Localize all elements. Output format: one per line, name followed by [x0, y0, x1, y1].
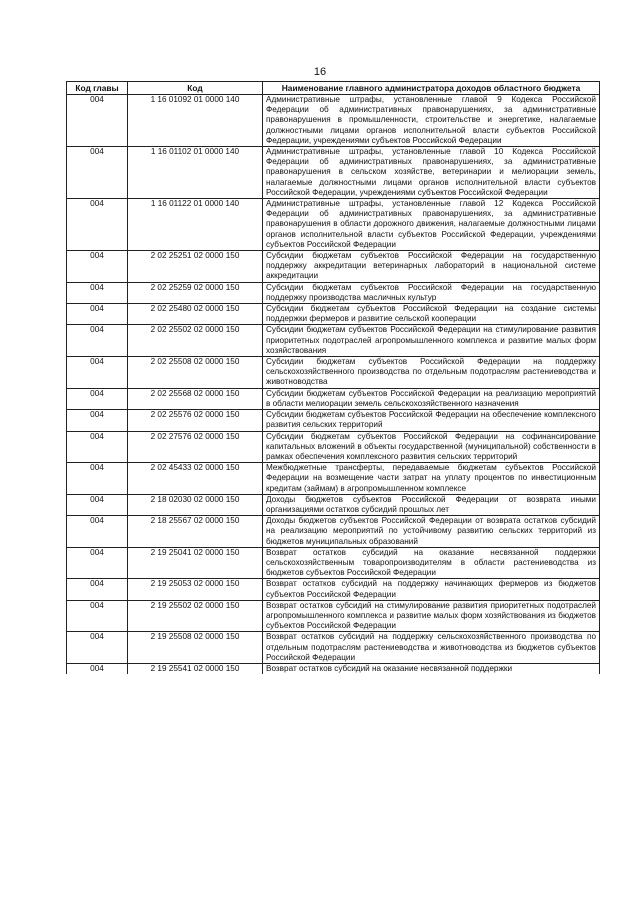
revenue-code-cell: 2 02 25576 02 0000 150	[128, 410, 263, 431]
chapter-code-cell: 004	[67, 304, 128, 325]
header-chapter-code: Код главы	[67, 82, 128, 95]
header-administrator-name: Наименование главного администратора доходов областного бюджета	[263, 82, 600, 95]
revenue-code-cell: 2 02 25251 02 0000 150	[128, 251, 263, 283]
table-row	[67, 199, 600, 251]
revenue-description-cell: Доходы бюджетов субъектов Российской Федерации от возврата иными организациями остатков субсидий прошлых лет	[263, 494, 600, 515]
chapter-code-cell: 004	[67, 357, 128, 389]
revenue-code-cell: 2 02 25502 02 0000 150	[128, 325, 263, 357]
revenue-code-cell: 1 16 01122 01 0000 140	[128, 199, 263, 251]
table-row	[67, 463, 600, 495]
table-row	[67, 95, 600, 147]
revenue-description-cell: Субсидии бюджетам субъектов Российской Федерации на софинансирование капитальных вложений в объекты государственной (муниципальной) собственности в рамках обеспечения комплексного развития сельских территорий	[263, 431, 600, 463]
chapter-code-cell: 004	[67, 579, 128, 600]
table-row	[67, 410, 600, 431]
revenue-administrators-table	[66, 81, 600, 674]
revenue-description-cell: Возврат остатков субсидий на поддержку сельскохозяйственного производства по отдельным подотраслям растениеводства и животноводства из бюджетов субъектов Российской Федерации	[263, 632, 600, 664]
revenue-code-cell: 2 02 25568 02 0000 150	[128, 388, 263, 409]
table-row	[67, 600, 600, 632]
revenue-description-cell: Субсидии бюджетам субъектов Российской Федерации на государственную поддержку производства масличных культур	[263, 282, 600, 303]
table-row	[67, 516, 600, 548]
table-row	[67, 357, 600, 389]
table-row	[67, 147, 600, 199]
chapter-code-cell: 004	[67, 282, 128, 303]
chapter-code-cell: 004	[67, 388, 128, 409]
revenue-code-cell: 2 18 25567 02 0000 150	[128, 516, 263, 548]
table-row	[67, 632, 600, 664]
revenue-description-cell: Субсидии бюджетам субъектов Российской Федерации на обеспечение комплексного развития сельских территорий	[263, 410, 600, 431]
revenue-description-cell: Возврат остатков субсидий на оказание несвязанной поддержки	[263, 663, 600, 674]
table-row	[67, 325, 600, 357]
table-row	[67, 431, 600, 463]
revenue-description-cell: Административные штрафы, установленные главой 10 Кодекса Российской Федерации об административных правонарушениях, за административные правонарушения в сельском хозяйстве, ветеринарии и мелиорации земель, налагаемые должностными лицами органов исполнительной власти субъектов Российской Федерации, учреждениями субъектов Российской Федерации	[263, 147, 600, 199]
revenue-description-cell: Субсидии бюджетам субъектов Российской Федерации на реализацию мероприятий в области мелиорации земель сельскохозяйственного назначения	[263, 388, 600, 409]
chapter-code-cell: 004	[67, 95, 128, 147]
chapter-code-cell: 004	[67, 516, 128, 548]
revenue-code-cell: 2 19 25541 02 0000 150	[128, 663, 263, 674]
revenue-description-cell: Административные штрафы, установленные главой 9 Кодекса Российской Федерации об административных правонарушениях, за административные правонарушения в промышленности, строительстве и энергетике, налагаемые должностными лицами органов исполнительной власти субъектов Российской Федерации, учреждениями субъектов Российской Федерации	[263, 95, 600, 147]
revenue-description-cell: Субсидии бюджетам субъектов Российской Федерации на поддержку сельскохозяйственного производства по отдельным подотраслям растениеводства и животноводства	[263, 357, 600, 389]
chapter-code-cell: 004	[67, 251, 128, 283]
revenue-code-cell: 2 19 25502 02 0000 150	[128, 600, 263, 632]
revenue-code-cell: 2 02 27576 02 0000 150	[128, 431, 263, 463]
chapter-code-cell: 004	[67, 431, 128, 463]
table-row	[67, 304, 600, 325]
revenue-description-cell: Субсидии бюджетам субъектов Российской Федерации на стимулирование развития приоритетных подотраслей агропромышленного комплекса и развитие малых форм хозяйствования	[263, 325, 600, 357]
chapter-code-cell: 004	[67, 325, 128, 357]
chapter-code-cell: 004	[67, 410, 128, 431]
chapter-code-cell: 004	[67, 147, 128, 199]
page-number: 16	[313, 66, 327, 78]
table-header-row	[67, 82, 600, 95]
revenue-code-cell: 2 19 25041 02 0000 150	[128, 547, 263, 579]
revenue-description-cell: Доходы бюджетов субъектов Российской Федерации от возврата остатков субсидий на реализацию мероприятий по устойчивому развитию сельских территорий из бюджетов муниципальных образований	[263, 516, 600, 548]
table-body	[67, 95, 600, 675]
revenue-code-cell: 2 19 25053 02 0000 150	[128, 579, 263, 600]
revenue-code-cell: 2 19 25508 02 0000 150	[128, 632, 263, 664]
chapter-code-cell: 004	[67, 494, 128, 515]
revenue-code-cell: 2 02 25480 02 0000 150	[128, 304, 263, 325]
table-row	[67, 282, 600, 303]
table-row	[67, 547, 600, 579]
revenue-description-cell: Субсидии бюджетам субъектов Российской Федерации на государственную поддержку аккредитации ветеринарных лабораторий в национальной системе аккредитации	[263, 251, 600, 283]
table-row	[67, 388, 600, 409]
revenue-code-cell: 2 02 45433 02 0000 150	[128, 463, 263, 495]
chapter-code-cell: 004	[67, 547, 128, 579]
table-row	[67, 251, 600, 283]
revenue-description-cell: Возврат остатков субсидий на оказание несвязанной поддержки сельскохозяйственным товаропроизводителям в области растениеводства из бюджетов субъектов Российской Федерации	[263, 547, 600, 579]
revenue-code-cell: 2 02 25508 02 0000 150	[128, 357, 263, 389]
revenue-code-cell: 2 18 02030 02 0000 150	[128, 494, 263, 515]
revenue-description-cell: Субсидии бюджетам субъектов Российской Федерации на создание системы поддержки фермеров и развитие сельской кооперации	[263, 304, 600, 325]
revenue-description-cell: Возврат остатков субсидий на поддержку начинающих фермеров из бюджетов субъектов Российской Федерации	[263, 579, 600, 600]
revenue-code-cell: 2 02 25259 02 0000 150	[128, 282, 263, 303]
header-code: Код	[128, 82, 263, 95]
chapter-code-cell: 004	[67, 632, 128, 664]
revenue-description-cell: Административные штрафы, установленные главой 12 Кодекса Российской Федерации об административных правонарушениях, за административные правонарушения в области дорожного движения, налагаемые должностными лицами органов исполнительной власти субъектов Российской Федерации, учреждениями субъектов Российской Федерации	[263, 199, 600, 251]
revenue-code-cell: 1 16 01092 01 0000 140	[128, 95, 263, 147]
chapter-code-cell: 004	[67, 663, 128, 674]
chapter-code-cell: 004	[67, 199, 128, 251]
chapter-code-cell: 004	[67, 463, 128, 495]
table-row	[67, 663, 600, 674]
chapter-code-cell: 004	[67, 600, 128, 632]
revenue-description-cell: Межбюджетные трансферты, передаваемые бюджетам субъектов Российской Федерации на возмещение части затрат на уплату процентов по инвестиционным кредитам (займам) в агропромышленном комплексе	[263, 463, 600, 495]
revenue-description-cell: Возврат остатков субсидий на стимулирование развития приоритетных подотраслей агропромышленного комплекса и развитие малых форм хозяйствования из бюджетов субъектов Российской Федерации	[263, 600, 600, 632]
revenue-code-cell: 1 16 01102 01 0000 140	[128, 147, 263, 199]
table-row	[67, 579, 600, 600]
table-row	[67, 494, 600, 515]
